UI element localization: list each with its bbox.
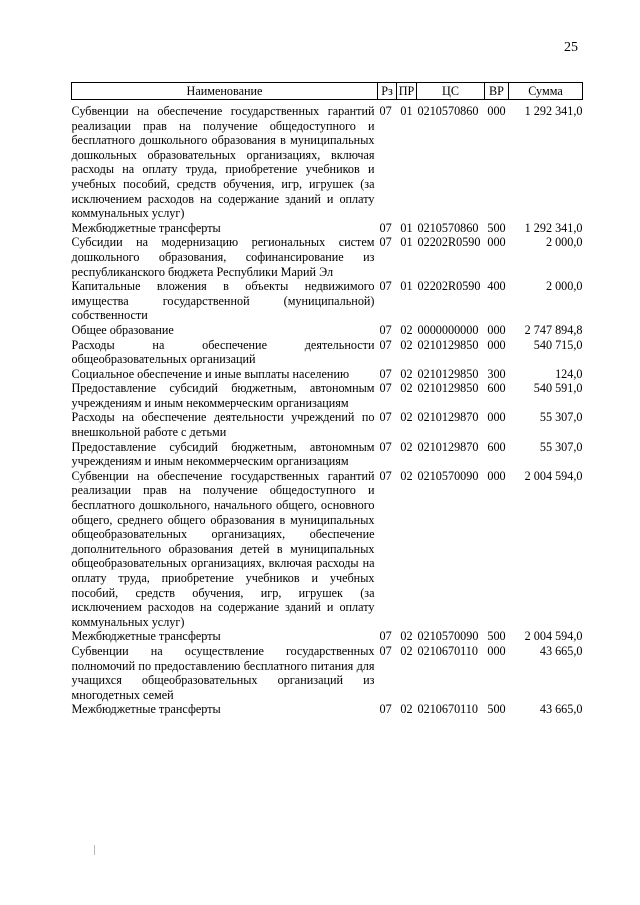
row-vr: 500 [487, 629, 506, 644]
table-row [72, 323, 583, 338]
row-vr: 500 [487, 220, 506, 235]
row-vr: 600 [487, 381, 506, 396]
row-name: Субвенции на осуществление государственных полномочий по предоставлению бесплатного питания для учащихся общеобразовательных организаций из многодетных семей [71, 643, 375, 702]
row-vr: 000 [487, 337, 506, 352]
row-rz: 07 [379, 381, 392, 396]
table-header-row [72, 83, 583, 100]
budget-table [71, 82, 583, 717]
row-vr: 300 [487, 366, 506, 381]
column-header-sum: Сумма [509, 83, 583, 100]
row-name: Предоставление субсидий бюджетным, автономным учреждениям и иным некоммерческим организациям [71, 381, 375, 410]
row-sum: 540 715,0 [533, 337, 583, 352]
row-rz: 07 [379, 104, 392, 118]
row-vr: 000 [487, 235, 506, 250]
row-pr: 02 [400, 629, 413, 644]
row-name: Расходы на обеспечение деятельности общеобразовательных организаций [71, 337, 375, 367]
row-cs: 0210570090 [417, 468, 479, 483]
row-cs: 0210129850 [417, 381, 479, 396]
table-row [72, 440, 583, 469]
table-row [72, 279, 583, 323]
row-sum: 43 665,0 [539, 702, 583, 717]
row-cs: 0000000000 [417, 322, 479, 337]
row-sum: 55 307,0 [539, 439, 583, 454]
row-rz: 07 [379, 439, 392, 454]
margin-mark [94, 845, 95, 855]
row-pr: 02 [400, 702, 413, 717]
row-pr: 02 [400, 468, 413, 483]
row-pr: 02 [400, 366, 413, 381]
row-vr: 000 [487, 643, 506, 658]
table-row [72, 338, 583, 367]
column-header-cs: ЦС [417, 83, 485, 100]
row-rz: 07 [379, 702, 392, 717]
row-pr: 01 [400, 104, 413, 118]
row-cs: 0210570090 [417, 629, 479, 644]
row-pr: 02 [400, 322, 413, 337]
row-sum: 2 000,0 [545, 279, 583, 294]
row-sum: 2 004 594,0 [524, 468, 583, 483]
table-row [72, 410, 583, 439]
row-cs: 0210129850 [417, 366, 479, 381]
table-row [72, 100, 583, 221]
column-header-vr: ВР [485, 83, 509, 100]
row-cs: 0210129850 [417, 337, 479, 352]
row-pr: 02 [400, 410, 413, 425]
row-vr: 000 [487, 104, 506, 118]
row-vr: 600 [487, 439, 506, 454]
row-pr: 01 [400, 220, 413, 235]
row-sum: 1 292 341,0 [524, 220, 583, 235]
row-sum: 2 004 594,0 [524, 629, 583, 644]
row-vr: 000 [487, 322, 506, 337]
table-row [72, 235, 583, 279]
table-body [72, 100, 583, 717]
row-rz: 07 [379, 410, 392, 425]
row-rz: 07 [379, 468, 392, 483]
row-rz: 07 [379, 337, 392, 352]
row-rz: 07 [379, 220, 392, 235]
row-name: Субвенции на обеспечение государственных гарантий реализации прав на получение общедоступного и бесплатного дошкольного образования в муниципальных дошкольных образовательных организациях, включая расходы на оплату труда, приобретение учебников и учебных пособий, средств обучения, игр, игрушек (за исключением расходов на содержание зданий и оплату коммунальных услуг) [71, 104, 375, 221]
row-rz: 07 [379, 322, 392, 337]
row-pr: 01 [400, 279, 413, 294]
row-sum: 55 307,0 [539, 410, 583, 425]
row-rz: 07 [379, 235, 392, 250]
table-row [72, 469, 583, 630]
row-cs: 0210570860 [417, 104, 479, 118]
row-sum: 2 000,0 [545, 235, 583, 250]
row-pr: 02 [400, 381, 413, 396]
row-sum: 124,0 [555, 366, 583, 381]
row-sum: 2 747 894,8 [524, 322, 583, 337]
column-header-name: Наименование [72, 83, 378, 100]
row-cs: 0210670110 [417, 643, 478, 658]
row-name: Субвенции на обеспечение государственных гарантий реализации прав на получение общедоступного и бесплатного дошкольного, начального общего, основного общего, среднего общего образования в муниципальных общеобразовательных организациях, обеспечение дополнительного образования детей в муниципальных общеобразовательных организациях, включая расходы на оплату труда, приобретение учебников и учебных пособий, средств обучения, игр, игрушек (за исключением расходов на содержание зданий и оплату коммунальных услуг) [71, 468, 375, 629]
table-row [72, 367, 583, 382]
row-name: Субсидии на модернизацию региональных систем дошкольного образования, софинансирование из республиканского бюджета Республики Марий Эл [71, 235, 375, 279]
row-name: Предоставление субсидий бюджетным, автономным учреждениям и иным некоммерческим организациям [71, 439, 375, 469]
row-cs: 0210129870 [417, 410, 479, 425]
page-number: 25 [564, 40, 578, 55]
table-row [72, 221, 583, 236]
row-pr: 01 [400, 235, 413, 250]
row-rz: 07 [379, 279, 392, 294]
row-cs: 0210570860 [417, 220, 479, 235]
row-pr: 02 [400, 439, 413, 454]
table-row [72, 644, 583, 702]
table-row [72, 381, 583, 410]
row-name: Расходы на обеспечение деятельности учреждений по внешкольной работе с детьми [71, 410, 375, 440]
row-sum: 540 591,0 [533, 381, 583, 396]
table-row [72, 629, 583, 644]
row-name: Капитальные вложения в объекты недвижимого имущества государственной (муниципальной) собственности [71, 279, 375, 323]
row-vr: 500 [487, 702, 506, 717]
row-cs: 0210670110 [417, 702, 478, 717]
row-cs: 02202R0590 [417, 279, 481, 294]
row-vr: 000 [487, 468, 506, 483]
row-sum: 1 292 341,0 [524, 104, 583, 118]
row-rz: 07 [379, 629, 392, 644]
row-pr: 02 [400, 337, 413, 352]
row-name: Межбюджетные трансферты [71, 629, 221, 644]
row-cs: 02202R0590 [417, 235, 481, 250]
row-pr: 02 [400, 643, 413, 658]
row-name: Социальное обеспечение и иные выплаты населению [71, 366, 350, 381]
row-name: Межбюджетные трансферты [71, 220, 221, 235]
row-cs: 0210129870 [417, 439, 479, 454]
row-rz: 07 [379, 366, 392, 381]
row-name: Общее образование [71, 322, 174, 337]
row-name: Межбюджетные трансферты [71, 702, 221, 717]
column-header-pr: ПР [397, 83, 417, 100]
table-row [72, 702, 583, 717]
column-header-rz: Рз [378, 83, 397, 100]
row-vr: 400 [487, 279, 506, 294]
row-rz: 07 [379, 643, 392, 658]
row-sum: 43 665,0 [539, 643, 583, 658]
row-vr: 000 [487, 410, 506, 425]
